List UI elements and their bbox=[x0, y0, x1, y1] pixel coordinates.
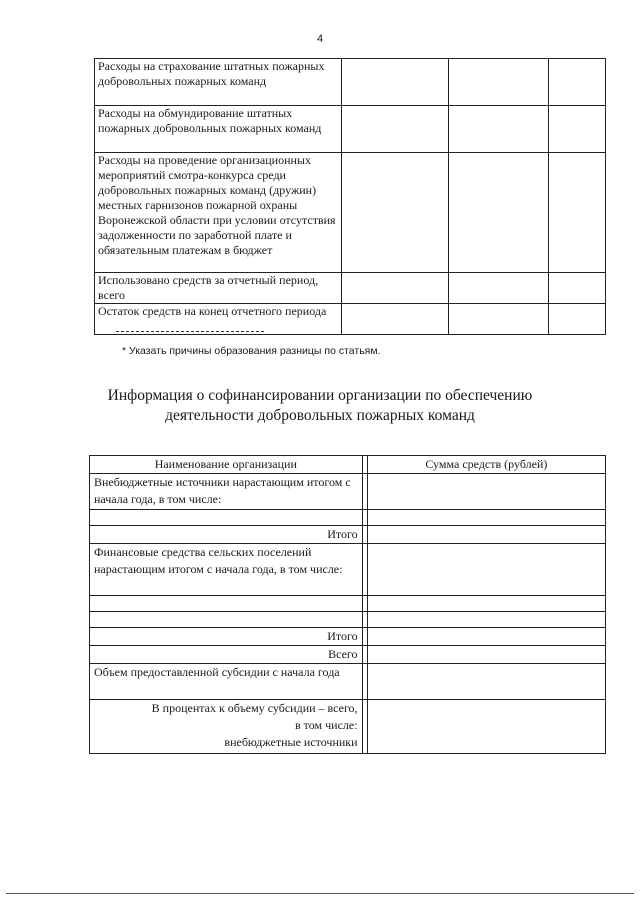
row-label-extra-budget: Внебюджетные источники нарастающим итогом с начала года, в том числе: bbox=[90, 474, 363, 510]
row-label-grand-total: Всего bbox=[90, 646, 363, 664]
percent-line-1: В процентах к объему субсидии – всего, bbox=[151, 701, 358, 715]
percent-line-3: внебюджетные источники bbox=[224, 735, 358, 749]
table-row bbox=[90, 596, 606, 612]
table-row bbox=[90, 474, 606, 510]
expense-label-insurance: Расходы на страхование штатных пожарных добровольных пожарных команд bbox=[95, 59, 342, 106]
row-label-total: Итого bbox=[90, 526, 363, 544]
table-cell bbox=[342, 106, 449, 153]
table-row bbox=[90, 612, 606, 628]
table-row bbox=[95, 153, 606, 273]
table-row bbox=[90, 526, 606, 544]
table-row bbox=[95, 304, 606, 335]
table-cell bbox=[549, 273, 606, 304]
table-cell bbox=[342, 304, 449, 335]
row-label-total: Итого bbox=[90, 628, 363, 646]
table-row bbox=[90, 544, 606, 596]
table-cell bbox=[448, 273, 548, 304]
table-row bbox=[90, 664, 606, 700]
table-cell bbox=[367, 628, 605, 646]
table-cell bbox=[549, 153, 606, 273]
table-header-row bbox=[90, 456, 606, 474]
footnote-text: * Указать причины образования разницы по статьям. bbox=[122, 345, 381, 357]
table-cell bbox=[367, 700, 605, 754]
table-cell bbox=[367, 664, 605, 700]
table-row bbox=[90, 510, 606, 526]
table-cell bbox=[367, 612, 605, 628]
table-cell bbox=[90, 596, 363, 612]
header-amount: Сумма средств (рублей) bbox=[367, 456, 605, 474]
table-cell bbox=[448, 304, 548, 335]
row-label-subsidy-volume: Объем предоставленной субсидии с начала года bbox=[90, 664, 363, 700]
row-label-percent-of-subsidy bbox=[90, 700, 363, 754]
table-row bbox=[90, 646, 606, 664]
table-row bbox=[90, 628, 606, 646]
section-title-line2: деятельности добровольных пожарных команд bbox=[165, 407, 475, 424]
table-cell bbox=[448, 106, 548, 153]
section-title-line1: Информация о софинансировании организации по обеспечению bbox=[107, 387, 533, 404]
table-cell bbox=[367, 646, 605, 664]
expenses-table bbox=[94, 58, 606, 335]
table-row bbox=[95, 59, 606, 106]
table-cell bbox=[367, 474, 605, 510]
percent-line-2: в том числе: bbox=[295, 718, 358, 732]
scan-bottom-edge bbox=[6, 893, 634, 894]
table-row bbox=[95, 106, 606, 153]
table-cell bbox=[342, 273, 449, 304]
section-title bbox=[80, 386, 560, 426]
cofinancing-table bbox=[89, 455, 606, 754]
table-cell bbox=[367, 596, 605, 612]
expense-label-uniform: Расходы на обмундирование штатных пожарных добровольных пожарных команд bbox=[95, 106, 342, 153]
table-cell bbox=[549, 304, 606, 335]
table-row bbox=[95, 273, 606, 304]
table-cell bbox=[90, 612, 363, 628]
expense-label-contest: Расходы на проведение организационных мероприятий смотра-конкурса среди добровольных пожарных команд (дружин) местных гарнизонов пожарной охраны Воронежской области при условии отсутствия задолженности по заработной плате и обязательным платежам в бюджет bbox=[95, 153, 342, 273]
table-cell bbox=[448, 59, 548, 106]
header-organization-name: Наименование организации bbox=[90, 456, 363, 474]
table-cell bbox=[367, 544, 605, 596]
table-cell bbox=[367, 510, 605, 526]
table-cell bbox=[549, 59, 606, 106]
page-number: 4 bbox=[316, 33, 324, 45]
table-cell bbox=[549, 106, 606, 153]
table-cell bbox=[90, 510, 363, 526]
table-cell bbox=[342, 59, 449, 106]
expense-label-used-total: Использовано средств за отчетный период, всего bbox=[95, 273, 342, 304]
expense-label-remainder: Остаток средств на конец отчетного периода bbox=[95, 304, 342, 335]
table-cell bbox=[448, 153, 548, 273]
table-cell bbox=[342, 153, 449, 273]
footnote-separator bbox=[116, 331, 264, 332]
row-label-rural-funds: Финансовые средства сельских поселений нарастающим итогом с начала года, в том числе: bbox=[90, 544, 363, 596]
table-row bbox=[90, 700, 606, 754]
table-cell bbox=[367, 526, 605, 544]
